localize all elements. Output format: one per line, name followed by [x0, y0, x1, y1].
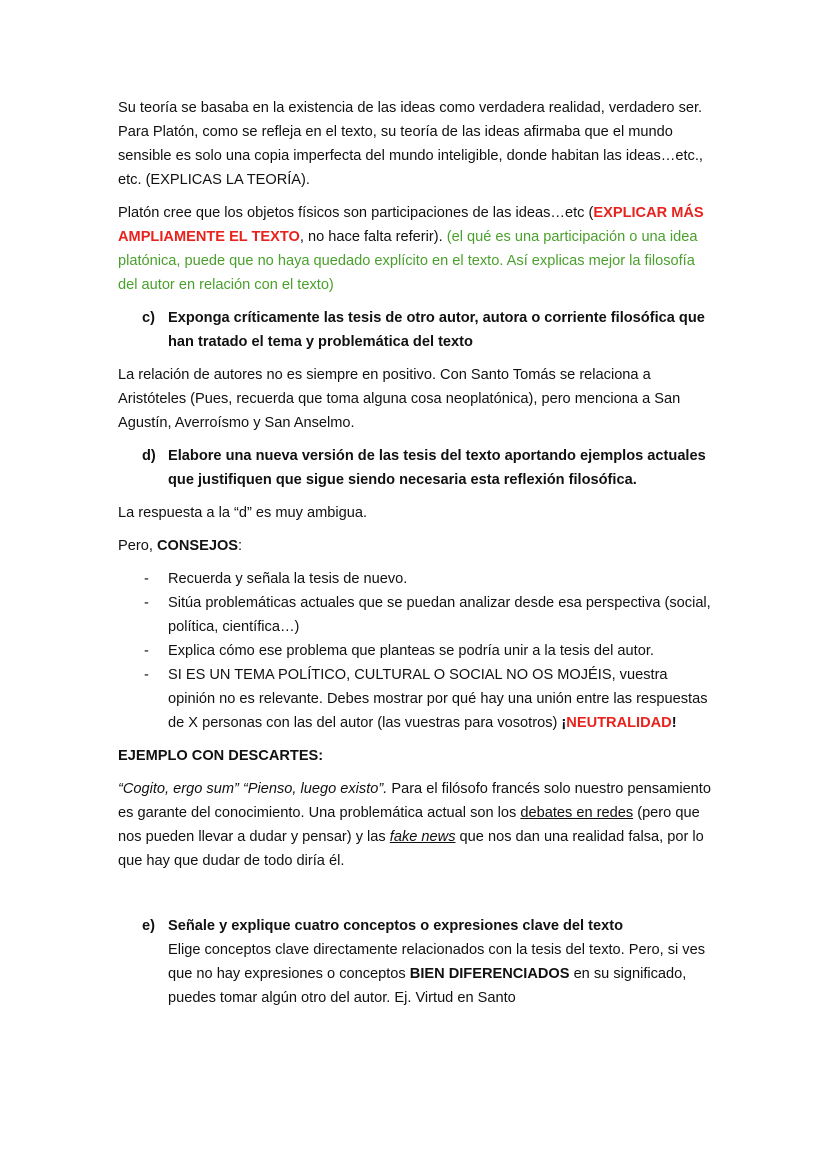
- text-span: :: [238, 538, 243, 554]
- dash-bullet: -: [144, 571, 149, 587]
- list-item: [118, 567, 718, 591]
- list-item: [118, 639, 718, 663]
- question-e-body: [118, 938, 718, 1010]
- paragraph-participation: [118, 201, 718, 297]
- advice-heading: CONSEJOS: [156, 538, 239, 554]
- dash-bullet: -: [144, 595, 149, 611]
- list-item-text: [168, 663, 716, 735]
- text-span: Para el filósofo francés solo nuestro pensamiento es garante del conocimiento. Una problemática actual son los: [118, 781, 711, 821]
- question-text: Señale y explique cuatro conceptos o expresiones clave del texto: [168, 918, 624, 934]
- dash-bullet: -: [144, 667, 149, 683]
- exclamation-open: ¡: [561, 715, 567, 731]
- dash-bullet: -: [144, 643, 149, 659]
- text-span: SI ES UN TEMA POLÍTICO, CULTURAL O SOCIAL NO OS MOJÉIS, vuestra opinión no es relevante. Debes mostrar por qué hay una unión entre las respuestas de X personas con las del autor (las vuestras para vosotros): [168, 667, 708, 731]
- question-label: d): [142, 448, 156, 464]
- question-text: Exponga críticamente las tesis de otro autor, autora o corriente filosófica que han tratado el tema y problemática del texto: [168, 310, 705, 350]
- text-span: en su significado, puedes tomar algún otro del autor. Ej. Virtud en Santo: [168, 966, 687, 1006]
- text-span: Pero,: [118, 538, 157, 554]
- paragraph-ambiguous: La respuesta a la “d” es muy ambigua.: [118, 505, 368, 521]
- list-item-text: Sitúa problemáticas actuales que se puedan analizar desde esa perspectiva (social, política, científica…): [168, 595, 711, 635]
- spacer: [118, 882, 718, 914]
- document-body: [118, 96, 718, 1010]
- example-title: EJEMPLO CON DESCARTES:: [118, 748, 324, 764]
- question-label: e): [142, 918, 155, 934]
- question-text: Elabore una nueva versión de las tesis del texto aportando ejemplos actuales que justifiquen que sigue siendo necesaria esta reflexión filosófica.: [168, 448, 706, 488]
- advice-list: [118, 567, 718, 735]
- text-span: que nos dan una realidad falsa, por lo que hay que dudar de todo diría él.: [118, 829, 704, 869]
- exclamation-close: !: [671, 715, 677, 731]
- question-e: [118, 914, 718, 938]
- text-span: Platón cree que los objetos físicos son participaciones de las ideas…etc (: [118, 205, 594, 221]
- paragraph-authors: La relación de autores no es siempre en positivo. Con Santo Tomás se relaciona a Aristóteles (Pues, recuerda que toma alguna cosa neoplatónica), pero menciona a San Agustín, Averroísmo y San Anselmo.: [118, 367, 681, 431]
- question-c: [118, 306, 718, 354]
- list-item: [118, 663, 718, 735]
- bold-emphasis: BIEN DIFERENCIADOS: [409, 966, 570, 982]
- paragraph-example: [118, 777, 718, 873]
- list-item: [118, 591, 718, 639]
- text-span: Elige conceptos clave directamente relacionados con la tesis del texto. Pero, si ves que no hay expresiones o conceptos: [168, 942, 706, 982]
- neutrality-emphasis: NEUTRALIDAD: [566, 715, 672, 731]
- list-item-text: Explica cómo ese problema que planteas se podría unir a la tesis del autor.: [168, 643, 654, 659]
- paragraph-advice: [118, 534, 718, 558]
- quote-italic: “Cogito, ergo sum” “Pienso, luego existo”.: [118, 781, 388, 797]
- list-item-text: Recuerda y señala la tesis de nuevo.: [168, 571, 408, 587]
- text-span: , no hace falta referir).: [299, 229, 447, 245]
- underlined-term: fake news: [389, 829, 456, 845]
- underlined-term: debates en redes: [520, 805, 634, 821]
- red-emphasis: EXPLICAR MÁS AMPLIAMENTE EL TEXTO: [118, 205, 704, 245]
- question-label: c): [142, 310, 155, 326]
- paragraph-theory: Su teoría se basaba en la existencia de las ideas como verdadera realidad, verdadero ser. Para Platón, como se refleja en el texto, su teoría de las ideas afirmaba que el mundo sensible es solo una copia imperfecta del mundo inteligible, donde habitan las ideas…etc., etc. (EXPLICAS LA TEORÍA).: [118, 100, 703, 188]
- text-span: (pero que nos pueden llevar a dudar y pensar) y las: [118, 805, 700, 845]
- green-comment: (el qué es una participación o una idea platónica, puede que no haya quedado explícito en el texto. Así explicas mejor la filosofía del autor en relación con el texto): [118, 229, 698, 293]
- question-d: [118, 444, 718, 492]
